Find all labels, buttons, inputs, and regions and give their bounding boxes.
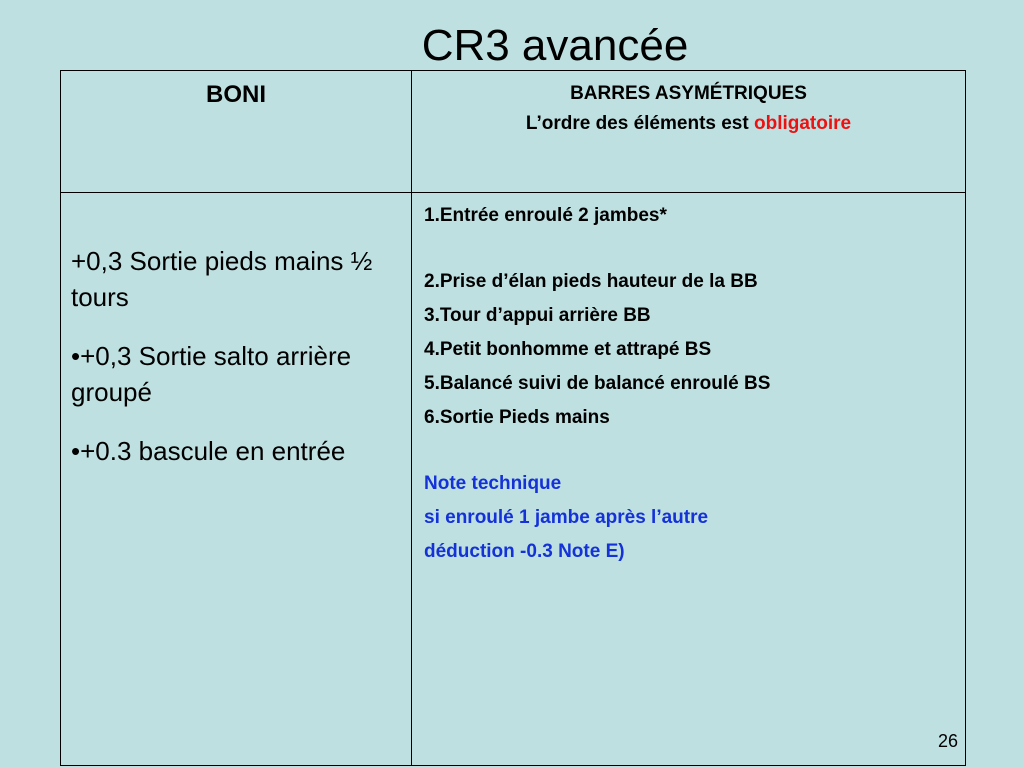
bonus-item: •+0.3 bascule en entrée [71, 436, 346, 466]
element-item: 2.Prise d’élan pieds hauteur de la BB [424, 271, 758, 292]
header-boni [61, 71, 412, 193]
header-boni-label: BONI [206, 81, 266, 108]
technical-note-title: Note technique [424, 473, 562, 494]
order-note [412, 109, 965, 139]
slide-title: CR3 avancée [421, 21, 689, 70]
table-header-row [61, 71, 966, 193]
page-number: 26 [938, 731, 959, 751]
bonus-item: •+0,3 Sortie salto arrière groupé [71, 341, 352, 407]
spacer [424, 435, 957, 467]
bonus-item: +0,3 Sortie pieds mains ½ tours [71, 246, 373, 312]
elements-cell [412, 193, 966, 766]
element-item: 3.Tour d’appui arrière BB [424, 305, 651, 326]
element-item: 1.Entrée enroulé 2 jambes* [424, 205, 667, 226]
element-item: 4.Petit bonhomme et attrapé BS [424, 339, 712, 360]
table-body-row [61, 193, 966, 766]
mandatory-label: obligatoire [753, 113, 852, 134]
technical-note-line: déduction -0.3 Note E) [424, 541, 625, 562]
bonus-cell [61, 193, 412, 766]
header-apparatus [412, 71, 966, 193]
element-item: 5.Balancé suivi de balancé enroulé BS [424, 373, 771, 394]
element-item: 6.Sortie Pieds mains [424, 407, 610, 428]
order-note-text: L’ordre des éléments est [525, 113, 754, 134]
spacer [424, 233, 957, 265]
technical-note-line: si enroulé 1 jambe après l’autre [424, 507, 709, 528]
content-table [60, 70, 966, 766]
apparatus-title: BARRES ASYMÉTRIQUES [570, 83, 807, 104]
